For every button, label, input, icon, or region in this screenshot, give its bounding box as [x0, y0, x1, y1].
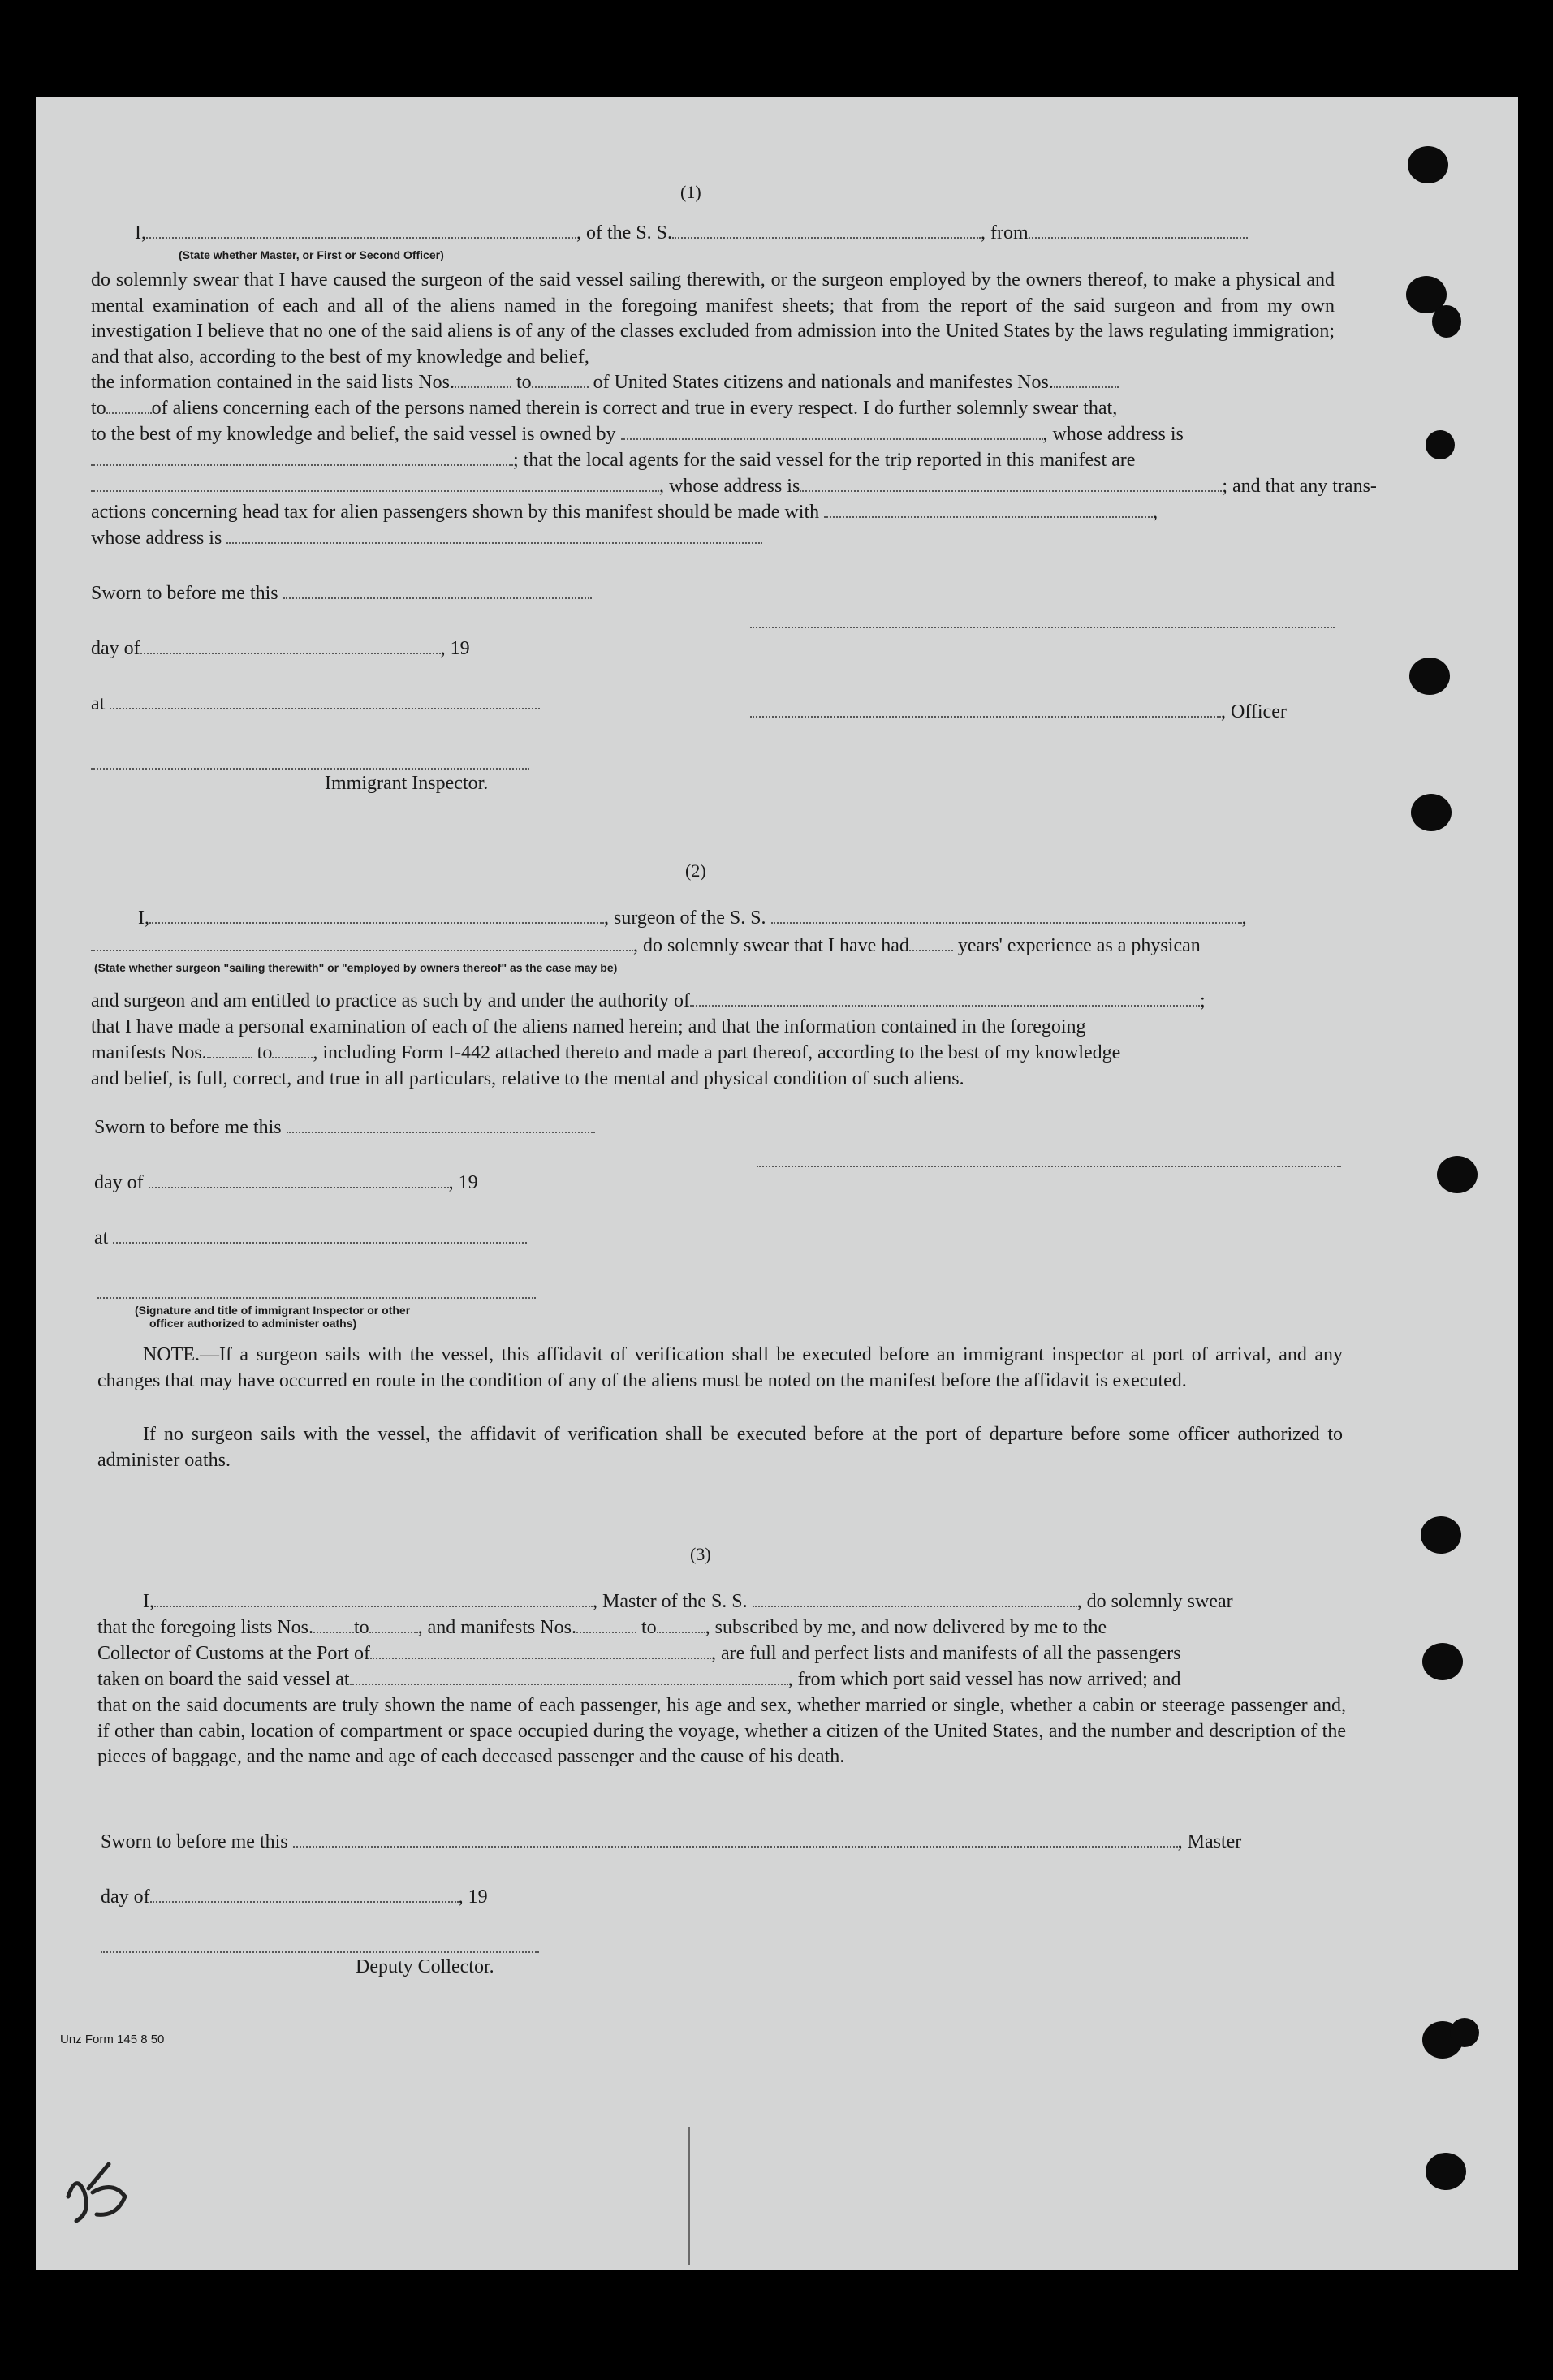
s2-sworn-label: Sworn to before me this — [94, 1117, 282, 1138]
s3-manifests-from-field[interactable] — [576, 1615, 636, 1633]
s2-years-field[interactable] — [909, 933, 953, 951]
s3-collector-label: Collector of Customs at the Port of — [97, 1643, 370, 1664]
s3-year-label: , 19 — [458, 1886, 488, 1908]
punch-hole-icon — [1450, 2018, 1479, 2047]
s2-manifests-to-field[interactable] — [272, 1041, 313, 1058]
s1-line1 — [135, 221, 1248, 245]
s1-trans-label: ; and that any trans- — [1222, 476, 1377, 497]
handwritten-mark-icon — [52, 2148, 149, 2237]
punch-hole-icon — [1408, 146, 1448, 183]
s1-body2-line — [91, 396, 1117, 420]
section-3-number: (3) — [690, 1544, 711, 1564]
s2-sworn-line — [94, 1115, 595, 1140]
s1-head-tax-field[interactable] — [824, 500, 1153, 518]
s3-sworn-field[interactable] — [293, 1830, 1178, 1848]
s2-surgeon-name-field[interactable] — [149, 906, 604, 924]
s1-officer-label: , Officer — [1221, 701, 1287, 722]
s2-surgeon-of-label: , surgeon of the S. S. — [604, 908, 766, 929]
s3-deputy-line[interactable] — [101, 1951, 539, 1953]
s3-manifests-to-field[interactable] — [657, 1615, 705, 1633]
s2-manifests-from-field[interactable] — [207, 1041, 252, 1058]
s1-officer-note: (State whether Master, or First or Second Officer) — [179, 248, 444, 261]
s3-taken-label: taken on board the said vessel at — [97, 1669, 350, 1690]
s2-swear-label: , do solemnly swear that I have had — [633, 935, 909, 956]
s1-to2-label: to — [91, 398, 106, 419]
punch-hole-icon — [1426, 2153, 1466, 2190]
s1-whose3-line — [91, 526, 762, 550]
s2-day-line — [94, 1171, 478, 1195]
s1-from-label: , from — [981, 222, 1029, 244]
s2-sailing-field[interactable] — [91, 933, 633, 951]
s2-vessel-field[interactable] — [771, 906, 1242, 924]
s2-authority-line: and surgeon and am entitled to practice as such by and under the authority of ; — [91, 990, 1206, 1011]
s2-at-line — [94, 1226, 527, 1250]
s1-signature-line[interactable] — [750, 627, 1335, 628]
s3-line1 — [143, 1589, 1233, 1614]
s1-lists-to-label: to — [516, 372, 532, 393]
s1-head-tax-address-field[interactable] — [226, 526, 762, 544]
s2-year-label: , 19 — [448, 1172, 478, 1193]
s3-lists-label: that the foregoing lists Nos. — [97, 1617, 313, 1638]
s1-agent-address-field[interactable] — [800, 474, 1222, 492]
s1-lists-label: the information contained in the said lists Nos. — [91, 372, 455, 393]
s3-body: that on the said documents are truly shown the name of each passenger, his age and sex, whether married or single, whether a cabin or steerage passenger and, if other than cabin, location of compartment or space occupied during the voyage, whether a citizen of the United States, and the number and description of the pieces of baggage, and the name and age of each deceased passenger and the cause of his death. — [97, 1695, 1346, 1767]
s3-day-label: day of — [101, 1886, 150, 1908]
s2-sig-note-2: officer authorized to administer oaths) — [149, 1317, 357, 1330]
punch-hole-icon — [1432, 305, 1461, 338]
s1-year-label: , 19 — [440, 638, 470, 659]
s2-belief: and belief, is full, correct, and true in all particulars, relative to the mental and physical condition of such aliens. — [91, 1068, 964, 1089]
s2-authority-field[interactable] — [690, 989, 1200, 1007]
s1-manifests-label: of United States citizens and nationals and manifestes Nos. — [593, 372, 1054, 393]
punch-hole-icon — [1421, 1516, 1461, 1554]
s3-i-label: I, — [143, 1591, 154, 1612]
s3-sworn-line — [101, 1830, 1241, 1854]
s1-owner-field[interactable] — [621, 422, 1043, 440]
punch-hole-icon — [1411, 794, 1452, 831]
s2-sworn-date-field[interactable] — [287, 1115, 595, 1133]
s3-day-line — [101, 1885, 488, 1909]
s3-port-field[interactable] — [370, 1641, 711, 1659]
s1-body1: do solemnly swear that I have caused the surgeon of the said vessel sailing therewith, or the surgeon employed by the owners thereof, to make a physical and mental examination of each and all of the aliens named in the foregoing manifest sheets; that from the report of the said surgeon and from my own investigation I believe that no one of the said aliens is of any of the classes excluded from admission into the United States by the laws regulating immigration; and that also, according to the best of my knowledge and belief, — [91, 269, 1335, 368]
s3-full-label: , are full and perfect lists and manifests of all the passengers — [710, 1643, 1181, 1664]
s1-agents-label: ; that the local agents for the said vessel for the trip reported in this manifest are — [513, 450, 1136, 471]
s1-agent-address-label: , whose address is — [659, 476, 800, 497]
s1-inspector-line[interactable] — [91, 768, 529, 770]
s2-day-label: day of — [94, 1172, 144, 1193]
s1-officer-line — [750, 700, 1287, 724]
form-page — [36, 97, 1518, 2270]
s3-lists-to-field[interactable] — [369, 1615, 418, 1633]
s1-actions-label: actions concerning head tax for alien passengers shown by this manifest should be made with — [91, 502, 820, 523]
s1-inspector-label: Immigrant Inspector. — [325, 773, 489, 794]
s2-manifests-line — [91, 1041, 1120, 1065]
s3-deputy-label: Deputy Collector. — [356, 1956, 494, 1977]
s3-day-field[interactable] — [150, 1885, 459, 1903]
form-number: Unz Form 145 8 50 — [60, 2033, 165, 2046]
s1-at-field[interactable] — [110, 692, 540, 709]
s3-master-of-label: , Master of the S. S. — [593, 1591, 748, 1612]
s2-body: that I have made a personal examination of each of the aliens named herein; and that the information contained in the foregoing — [91, 1016, 1086, 1037]
s3-to-label: to — [353, 1617, 369, 1638]
s2-to-label: to — [257, 1042, 273, 1063]
s1-lists-line — [91, 370, 1119, 395]
s3-sworn-label: Sworn to before me this — [101, 1831, 288, 1852]
punch-hole-icon — [1426, 430, 1455, 459]
s2-including-label: , including Form I-442 attached thereto and made a part thereof, according to the best of my knowledge — [313, 1042, 1121, 1063]
s1-officer-field[interactable] — [146, 221, 576, 239]
s1-manifests-to-field[interactable] — [106, 396, 152, 414]
s1-sworn-label: Sworn to before me this — [91, 583, 278, 604]
s3-manifests-label: , and manifests Nos. — [417, 1617, 576, 1638]
s2-at-label: at — [94, 1227, 109, 1248]
s1-manifests-from-field[interactable] — [1054, 370, 1119, 388]
s1-day-label: day of — [91, 638, 140, 659]
s1-from-field[interactable] — [1029, 221, 1248, 239]
s3-subscribed-label: , subscribed by me, and now delivered by me to the — [705, 1617, 1107, 1638]
s1-body2: of aliens concerning each of the persons named therein is correct and true in every respect. I do further solemnly swear that, — [151, 398, 1118, 419]
s2-signature-line[interactable] — [757, 1166, 1341, 1167]
s1-owner-address-field[interactable] — [91, 448, 513, 466]
s3-taken-at-field[interactable] — [350, 1667, 788, 1685]
s1-agent-address-line — [91, 474, 1377, 498]
s2-manifests-label: manifests Nos. — [91, 1042, 207, 1063]
s3-collector-line — [97, 1641, 1180, 1666]
s2-line2 — [91, 933, 1201, 958]
s1-vessel-field[interactable] — [672, 221, 981, 239]
s1-sworn-line — [91, 581, 592, 606]
s1-agents-line — [91, 448, 1135, 472]
s1-owned-line — [91, 422, 1184, 446]
s2-i-label: I, — [138, 908, 149, 929]
s3-lists-from-field[interactable] — [313, 1615, 354, 1633]
s3-swear-label: , do solemnly swear — [1076, 1591, 1233, 1612]
punch-hole-icon — [1409, 658, 1450, 695]
s1-at-label: at — [91, 693, 106, 714]
s2-note: (State whether surgeon "sailing therewith" or "employed by owners thereof" as the case may be) — [94, 961, 618, 974]
note-paragraph-2: If no surgeon sails with the vessel, the affidavit of verification shall be executed before at the port of departure before some officer authorized to administer oaths. — [97, 1424, 1343, 1471]
s1-day-field[interactable] — [140, 636, 441, 654]
s1-of-ss-label: , of the S. S. — [576, 222, 673, 244]
s2-line1: I, , surgeon of the S. S. , — [138, 908, 1247, 929]
fold-line — [688, 2127, 690, 2265]
s3-master-name-field[interactable] — [154, 1589, 593, 1607]
s1-owner-address-label: , whose address is — [1042, 424, 1184, 445]
s2-at-field[interactable] — [113, 1226, 527, 1244]
s1-lists-to-field[interactable] — [532, 370, 589, 388]
s3-to2-label: to — [641, 1617, 657, 1638]
s1-agents-field[interactable] — [91, 474, 659, 492]
s1-day-line — [91, 636, 470, 661]
punch-hole-icon — [1422, 1643, 1463, 1680]
s3-lists-line — [97, 1615, 1107, 1640]
s1-i-label: I, — [135, 222, 146, 244]
s1-whose3-label: whose address is — [91, 528, 222, 549]
section-1-number: (1) — [680, 182, 701, 202]
s1-actions-line: actions concerning head tax for alien passengers shown by this manifest should be made with , — [91, 502, 1158, 523]
section-2-number: (2) — [685, 860, 706, 881]
s1-at-line — [91, 692, 540, 716]
s3-master-label: , Master — [1177, 1831, 1242, 1852]
s1-lists-from-field[interactable] — [455, 370, 511, 388]
note-paragraph-1: NOTE.—If a surgeon sails with the vessel, this affidavit of verification shall be executed before an immigrant inspector at port of arrival, and any changes that may have occurred en route in the condition of any of the aliens must be noted on the manifest before the affidavit is executed. — [97, 1344, 1343, 1391]
s2-inspector-line[interactable] — [97, 1297, 536, 1299]
punch-hole-icon — [1437, 1156, 1478, 1193]
s2-authority-label: and surgeon and am entitled to practice as such by and under the authority of — [91, 990, 690, 1011]
s3-arrived-label: , from which port said vessel has now arrived; and — [787, 1669, 1181, 1690]
s1-owned-label: to the best of my knowledge and belief, the said vessel is owned by — [91, 424, 616, 445]
s3-taken-line — [97, 1667, 1180, 1692]
s2-day-field[interactable] — [149, 1171, 449, 1188]
s1-sworn-date-field[interactable] — [283, 581, 592, 599]
s3-vessel-field[interactable] — [753, 1589, 1077, 1607]
s1-officer-sign-field[interactable] — [750, 700, 1221, 718]
s2-years-label: years' experience as a physican — [957, 935, 1201, 956]
s2-sig-note-1: (Signature and title of immigrant Inspector or other — [135, 1304, 411, 1317]
